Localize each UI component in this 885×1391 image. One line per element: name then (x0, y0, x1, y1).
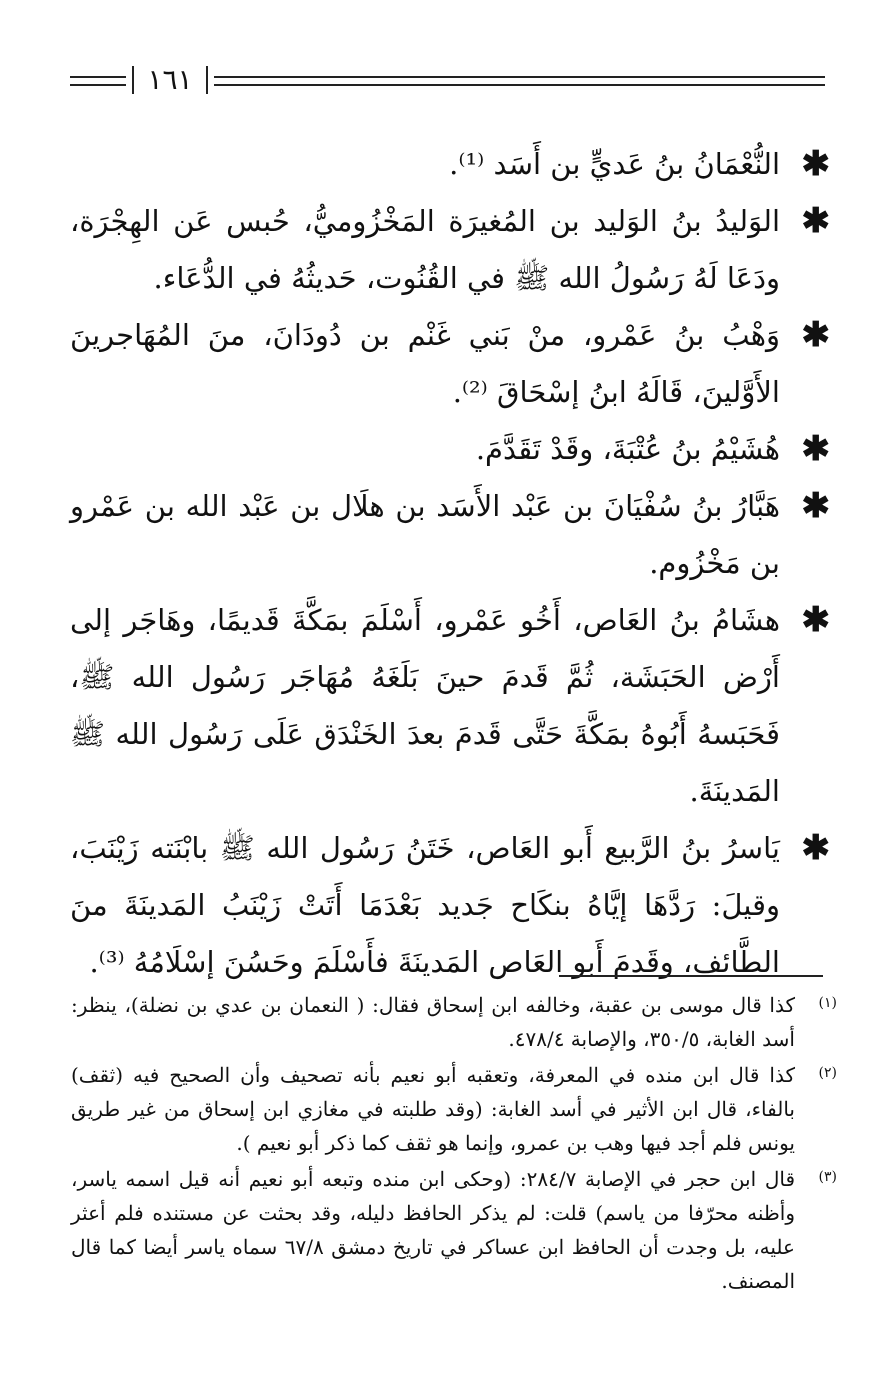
entry-text: النُّعْمَانُ بنُ عَديٍّ بن أَسَد ⁽¹⁾. (449, 147, 780, 181)
entry-list-item (70, 820, 830, 991)
asterisk-icon: ✱ (801, 315, 830, 355)
asterisk-icon: ✱ (801, 201, 830, 241)
header-bar-left (132, 66, 134, 94)
footnote-text: قال ابن حجر في الإصابة ٢٨٤/٧: (وحكى ابن منده وتبعه أبو نعيم أنه قيل اسمه ياسر، وأظنه محرّفا من ياسم) قلت: لم يذكر الحافظ دليله، وقد بحثت عن مستنده فلم أعثر عليه، بل وجدت أن الحافظ ابن عساكر في تاريخ دمشق ٦٧/٨ سماه ياسر أيضا كما قال المصنف. (71, 1167, 796, 1293)
footnote-marker: (٣) (818, 1169, 837, 1185)
entry-list-item (70, 193, 830, 307)
header-rule-right (214, 76, 825, 86)
header-bar-right (206, 66, 208, 94)
footnote-text: كذا قال ابن منده في المعرفة، وتعقبه أبو نعيم بأنه تصحيف وأن الصحيح فيه (ثقف) بالفاء، قال ابن الأثير في أسد الغابة: (وقد طلبته في مغازي ابن إسحاق من غير طريق يونس فلم أجد فيها وهب بن عمرو، وإنما هو ثقف كما ذكر أبو نعيم ). (71, 1063, 795, 1155)
entry-list-item (70, 421, 830, 478)
entry-text: هشَامُ بنُ العَاص، أَخُو عَمْرو، أَسْلَمَ بمَكَّةَ قَديمًا، وهَاجَر إلى أَرْض الحَبَشَة، ثُمَّ قَدمَ حينَ بَلَغَهُ مُهَاجَر رَسُول الله ﷺ، فَحَبَسهُ أَبُوهُ بمَكَّةَ حَتَّى قَدمَ بعدَ الخَنْدَق عَلَى رَسُول الله ﷺ المَدينَةَ. (70, 603, 780, 808)
footnote-marker: (٢) (818, 1065, 837, 1081)
footnotes (71, 988, 837, 1300)
entry-text: هَبَّارُ بنُ سُفْيَانَ بن عَبْد الأَسَد بن هلَال بن عَبْد الله بن عَمْرو بن مَخْزُوم. (70, 489, 780, 580)
footnote (71, 1058, 837, 1160)
asterisk-icon: ✱ (801, 600, 830, 640)
asterisk-icon: ✱ (801, 144, 830, 184)
entry-list-item (70, 592, 830, 820)
asterisk-icon: ✱ (801, 828, 830, 868)
asterisk-icon: ✱ (801, 486, 830, 526)
footnote (71, 988, 837, 1056)
entry-list-item (70, 307, 830, 421)
entry-list-item (70, 136, 830, 193)
asterisk-icon: ✱ (801, 429, 830, 469)
entry-list-item (70, 478, 830, 592)
footnote (71, 1162, 837, 1298)
entry-text: وَهْبُ بنُ عَمْرو، منْ بَني غَنْم بن دُودَانَ، منَ المُهَاجرينَ الأَوَّلينَ، قَالَهُ ابنُ إسْحَاقَ ⁽²⁾. (70, 318, 780, 409)
footnote-marker: (١) (818, 995, 837, 1011)
entry-text: الوَليدُ بنُ الوَليد بن المُغيرَة المَخْزُوميُّ، حُبس عَن الهِجْرَة، ودَعَا لَهُ رَسُولُ الله ﷺ في القُنُوت، حَديثُهُ في الدُّعَاء. (70, 204, 780, 295)
page-number: ١٦١ (147, 63, 193, 96)
header-rule-left (70, 76, 126, 86)
main-text (70, 136, 830, 991)
entry-text: هُشَيْمُ بنُ عُتْبَةَ، وقَدْ تَقَدَّمَ. (475, 432, 780, 466)
page-header (62, 62, 825, 102)
footnote-text: كذا قال موسى بن عقبة، وخالفه ابن إسحاق فقال: ( النعمان بن عدي بن نضلة)، ينظر: أسد الغابة، ٣٥٠/٥، والإصابة ٤٧٨/٤. (71, 993, 795, 1051)
entry-text: يَاسرُ بنُ الرَّبيع أَبو العَاص، خَتَنُ رَسُول الله ﷺ بابْنَته زَيْنَبَ، وقيلَ: رَدَّهَا إيَّاهُ بنكَاح جَديد بَعْدَمَا أَتَتْ زَيْنَبُ المَدينَةَ منَ الطَّائف، وقَدمَ أَبو العَاص المَدينَةَ فأَسْلَمَ وحَسُنَ إسْلَامُهُ ⁽³⁾. (70, 831, 780, 979)
footnote-separator (559, 975, 823, 977)
